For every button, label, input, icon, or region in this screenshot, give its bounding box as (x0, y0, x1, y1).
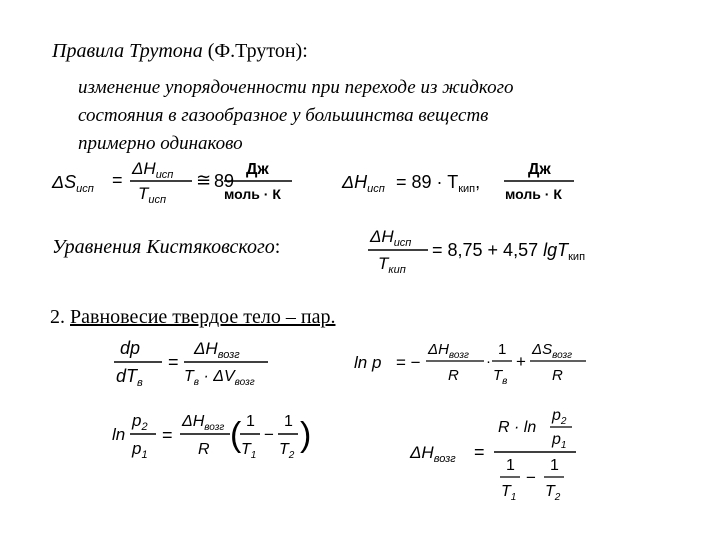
eq2-unit-den: моль · К (505, 186, 562, 202)
eq3-denominator: $T_в \cdot \Delta V_{возг}$ (184, 368, 255, 388)
eq6-one-a: 1 (506, 457, 515, 474)
kist-numerator: $\Delta H_{исп}$ (370, 227, 412, 249)
section-2-text: Равновесие твердое тело – пар. (70, 306, 336, 328)
eq4-den-r: R (448, 367, 459, 384)
eq1-unit-den: моль · К (224, 186, 281, 202)
eq5-num-dh: $\Delta H_{возг}$ (182, 413, 225, 433)
eq4-num-dh: $\Delta H_{возг}$ (428, 341, 469, 361)
eq1-lhs: $\Delta S_{исп}$ (52, 172, 94, 195)
eq6-minus: − (526, 468, 536, 487)
eq4-den-t: $T_в$ (493, 367, 508, 387)
equation-integrated-clausius (108, 404, 318, 466)
kistyakovsky-label (52, 236, 280, 259)
eq4-num-ds: $\Delta S_{возг}$ (532, 341, 573, 361)
eq6-t1: $T_1$ (501, 483, 517, 503)
eq4-equals-minus: = − (396, 353, 421, 372)
eq4-dot: · (486, 353, 491, 370)
eq5-t2: $T_2$ (279, 441, 295, 461)
equation-trouton-enthalpy (338, 152, 598, 208)
eq5-one-a: 1 (246, 413, 255, 430)
eq2-lhs: $\Delta H_{исп}$ (342, 172, 385, 195)
eq3-numerator: $\Delta H_{возг}$ (194, 339, 240, 361)
eq6-p2: $p_2$ (552, 407, 567, 427)
trouton-text-line-1: изменение упорядоченности при переходе из жидкого (78, 77, 514, 98)
kistyakovsky-label-italic: Уравнения Кистяковского (52, 236, 275, 258)
eq6-one-b: 1 (550, 457, 559, 474)
eq4-one: 1 (498, 341, 507, 358)
eq5-ln: ln (112, 425, 126, 444)
eq2-unit-num: Дж (528, 161, 551, 178)
eq6-p1: $p_1$ (552, 431, 567, 451)
section-2-number: 2. (50, 306, 70, 328)
equation-trouton-entropy (48, 152, 308, 208)
equation-ln-p (352, 334, 592, 392)
trouton-title-normal: (Ф.Трутон): (202, 40, 308, 62)
equation-kistyakovsky (366, 222, 616, 280)
eq5-p2: $p_2$ (132, 411, 148, 433)
eq1-value: 89 (214, 171, 235, 191)
eq6-lhs: $\Delta H_{возг}$ (410, 443, 456, 465)
eq4-den-r2: R (552, 367, 563, 384)
eq1-approx: ≅ (196, 170, 212, 190)
kistyakovsky-label-colon: : (274, 236, 281, 258)
eq5-paren-close: ) (300, 416, 312, 454)
eq5-paren-open: ( (230, 416, 242, 454)
section-2-heading (50, 306, 335, 329)
eq5-t1: $T_1$ (241, 441, 257, 461)
eq3-equals: = (168, 352, 179, 372)
equation-sublimation-enthalpy (408, 402, 588, 506)
eq1-unit-num: Дж (246, 161, 269, 178)
eq5-one-b: 1 (284, 413, 293, 430)
eq4-ln-p: ln p (354, 353, 382, 372)
eq1-equals: = (112, 170, 123, 190)
eq3-dp: dp (120, 338, 141, 358)
eq1-denominator: $T_{исп}$ (138, 184, 167, 206)
kist-denominator: $T_{кип}$ (378, 254, 406, 276)
trouton-text-line-2: состояния в газообразное у большинства веществ (78, 105, 489, 126)
eq6-r-ln: R · ln (498, 419, 537, 436)
eq2-rhs: = $89 \cdot T_{кип}$, (396, 172, 481, 195)
eq5-equals: = (162, 425, 173, 445)
eq5-den-r: R (198, 441, 210, 458)
eq5-p1: $p_1$ (132, 439, 148, 461)
kist-rhs: = 8,75 + 4,57 lgT$_{кип}$ (432, 240, 586, 263)
trouton-text-line-3: примерно одинаково (78, 133, 243, 154)
eq4-plus: + (516, 352, 526, 371)
eq5-minus: − (264, 425, 274, 444)
eq6-t2: $T_2$ (545, 483, 561, 503)
eq3-dT: $dT_в$ (116, 366, 143, 389)
eq6-equals: = (474, 442, 485, 462)
eq1-numerator: $\Delta H_{исп}$ (132, 159, 174, 181)
equation-clapeyron (110, 334, 280, 392)
trouton-title (52, 40, 308, 63)
trouton-title-italic: Правила Трутона (52, 40, 203, 62)
